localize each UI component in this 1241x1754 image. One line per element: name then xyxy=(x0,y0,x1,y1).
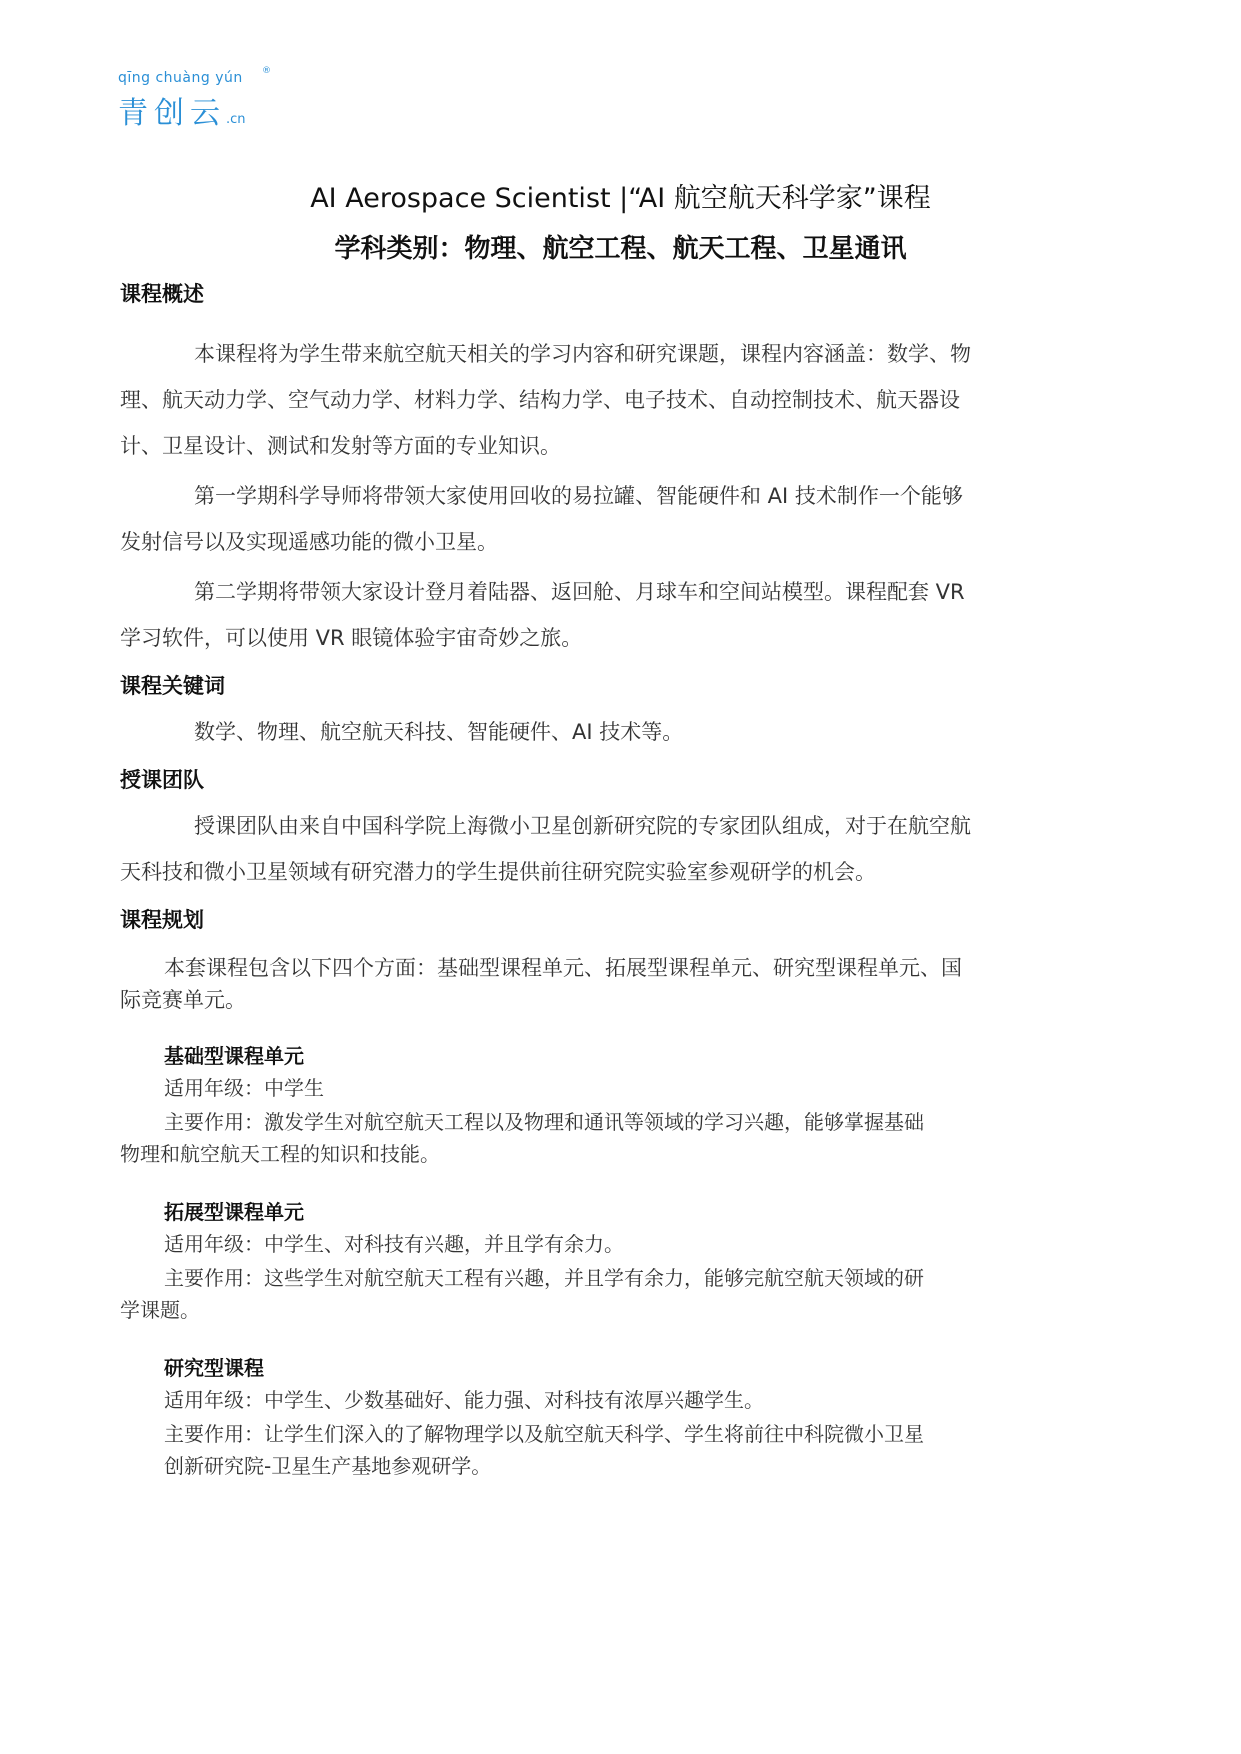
paragraph-line: 本套课程包含以下四个方面：基础型课程单元、拓展型课程单元、研究型课程单元、国 xyxy=(164,956,962,980)
unit-role: 创新研究院-卫星生产基地参观研学。 xyxy=(164,1454,492,1478)
unit-grade: 适用年级：中学生、少数基础好、能力强、对科技有浓厚兴趣学生。 xyxy=(164,1388,764,1412)
unit-role: 主要作用：这些学生对航空航天工程有兴趣，并且学有余力，能够完航空航天领域的研 xyxy=(164,1266,924,1290)
paragraph-line: 学习软件，可以使用 VR 眼镜体验宇宙奇妙之旅。 xyxy=(120,626,583,650)
logo-wordmark xyxy=(118,88,246,132)
paragraph-line: 天科技和微小卫星领域有研究潜力的学生提供前往研究院实验室参观研学的机会。 xyxy=(120,860,876,884)
unit-heading: 基础型课程单元 xyxy=(164,1044,304,1068)
unit-role: 主要作用：让学生们深入的了解物理学以及航空航天科学、学生将前往中科院微小卫星 xyxy=(164,1422,924,1446)
section-heading-plan: 课程规划 xyxy=(120,908,204,932)
paragraph-line: 第二学期将带领大家设计登月着陆器、返回舱、月球车和空间站模型。课程配套 VR xyxy=(194,580,965,604)
unit-role: 学课题。 xyxy=(120,1298,200,1322)
paragraph-line: 计、卫星设计、测试和发射等方面的专业知识。 xyxy=(120,434,561,458)
unit-grade: 适用年级：中学生、对科技有兴趣，并且学有余力。 xyxy=(164,1232,624,1256)
unit-heading: 拓展型课程单元 xyxy=(164,1200,304,1224)
document-title: AI Aerospace Scientist |“AI 航空航天科学家”课程 xyxy=(310,183,931,214)
paragraph-line: 授课团队由来自中国科学院上海微小卫星创新研究院的专家团队组成，对于在航空航 xyxy=(194,814,971,838)
paragraph-line: 际竞赛单元。 xyxy=(120,988,246,1012)
paragraph-line: 发射信号以及实现遥感功能的微小卫星。 xyxy=(120,530,498,554)
paragraph-line: 理、航天动力学、空气动力学、材料力学、结构力学、电子技术、自动控制技术、航天器设 xyxy=(120,388,960,412)
section-heading-keywords: 课程关键词 xyxy=(120,674,225,698)
unit-grade: 适用年级：中学生 xyxy=(164,1076,324,1100)
unit-role: 主要作用：激发学生对航空航天工程以及物理和通讯等领域的学习兴趣，能够掌握基础 xyxy=(164,1110,924,1134)
paragraph-line: 第一学期科学导师将带领大家使用回收的易拉罐、智能硬件和 AI 技术制作一个能够 xyxy=(194,484,963,508)
registered-mark: ® xyxy=(262,66,271,76)
logo-pinyin: qīng chuàng yún xyxy=(118,70,243,86)
logo-chinese: 青创云 xyxy=(118,96,226,131)
keywords-text: 数学、物理、航空航天科技、智能硬件、AI 技术等。 xyxy=(194,720,684,744)
unit-role: 物理和航空航天工程的知识和技能。 xyxy=(120,1142,440,1166)
brand-logo xyxy=(118,66,278,131)
paragraph-line: 本课程将为学生带来航空航天相关的学习内容和研究课题，课程内容涵盖：数学、物 xyxy=(194,342,971,366)
unit-heading: 研究型课程 xyxy=(164,1356,264,1380)
section-heading-overview: 课程概述 xyxy=(120,282,204,306)
section-heading-team: 授课团队 xyxy=(120,768,204,792)
subject-category: 学科类别：物理、航空工程、航天工程、卫星通讯 xyxy=(334,234,907,264)
logo-suffix: .cn xyxy=(226,112,246,127)
